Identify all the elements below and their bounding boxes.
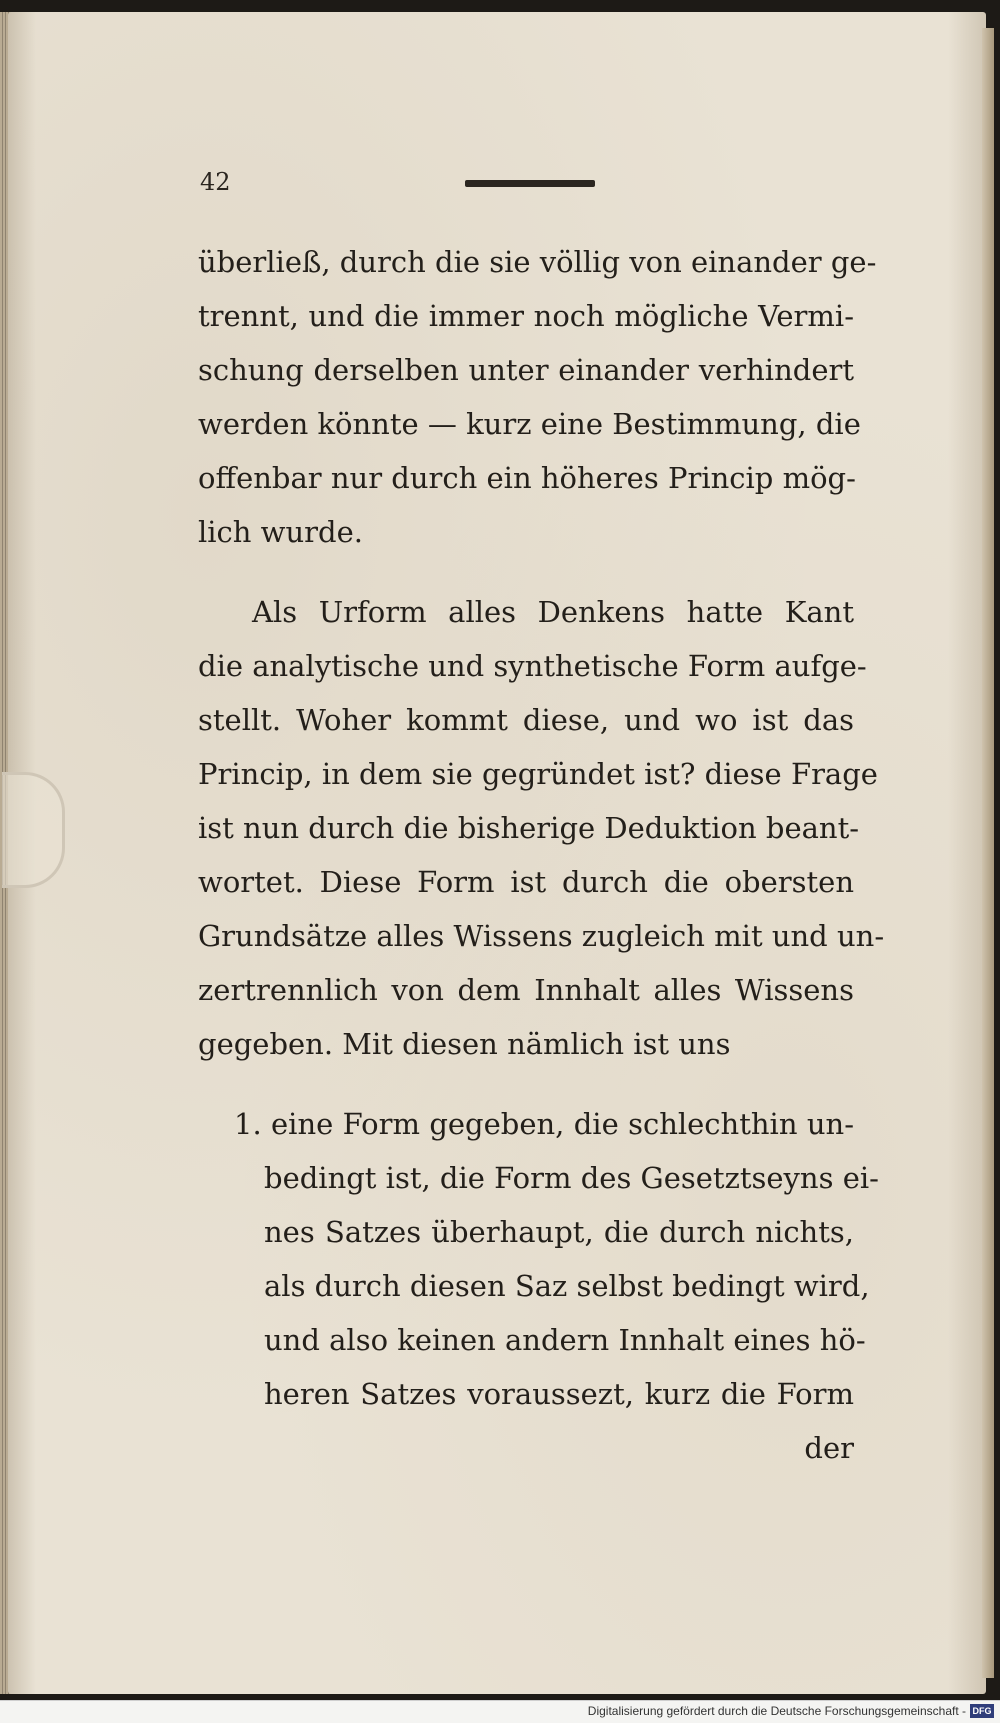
catchword: der: [804, 1431, 854, 1465]
clip-mark: [2, 772, 65, 888]
text-line: die analytische und synthetische Form aufge-: [198, 649, 867, 683]
text-line: Grundsätze alles Wissens zugleich mit und un-: [198, 919, 885, 953]
list-item-line: bedingt ist, die Form des Gesetztseyns ei-: [264, 1161, 879, 1195]
text-line: zertrennlich von dem Innhalt alles Wissens: [198, 973, 854, 1007]
list-item-line: heren Satzes voraussezt, kurz die Form: [264, 1377, 854, 1411]
list-item-line: als durch diesen Saz selbst bedingt wird,: [264, 1269, 870, 1303]
list-item-line: und also keinen andern Innhalt eines hö-: [264, 1323, 866, 1357]
dfg-logo-icon: DFG: [970, 1704, 994, 1718]
paragraph-gap: [198, 559, 854, 585]
text-line: lich wurde.: [198, 515, 363, 549]
list-item-line: 1. eine Form gegeben, die schlechthin un-: [234, 1107, 854, 1141]
text-line: gegeben. Mit diesen nämlich ist uns: [198, 1027, 731, 1061]
text-line: stellt. Woher kommt diese, und wo ist das: [198, 703, 854, 737]
text-line: offenbar nur durch ein höheres Princip mög-: [198, 461, 856, 495]
book-spine-shadow: [982, 28, 994, 1678]
text-line: wortet. Diese Form ist durch die obersten: [198, 865, 854, 899]
text-line: schung derselben unter einander verhindert: [198, 353, 854, 387]
header-rule: [465, 180, 595, 187]
text-line: ist nun durch die bisherige Deduktion beant-: [198, 811, 860, 845]
paragraph-gap: [198, 1071, 854, 1097]
text-line: Als Urform alles Denkens hatte Kant: [252, 595, 854, 629]
funding-credit: Digitalisierung gefördert durch die Deutsche Forschungsgemeinschaft -: [587, 1704, 966, 1718]
page-body: [198, 235, 885, 1475]
page-number: 42: [200, 168, 231, 196]
digitization-footer: [0, 1700, 1000, 1723]
text-line: Princip, in dem sie gegründet ist? diese Frage: [198, 757, 878, 791]
page-header: [200, 168, 820, 198]
text-line: überließ, durch die sie völlig von einander ge-: [198, 245, 877, 279]
list-item-line: nes Satzes überhaupt, die durch nichts,: [264, 1215, 854, 1249]
text-line: werden könnte — kurz eine Bestimmung, die: [198, 407, 861, 441]
text-line: trennt, und die immer noch mögliche Vermi-: [198, 299, 854, 333]
